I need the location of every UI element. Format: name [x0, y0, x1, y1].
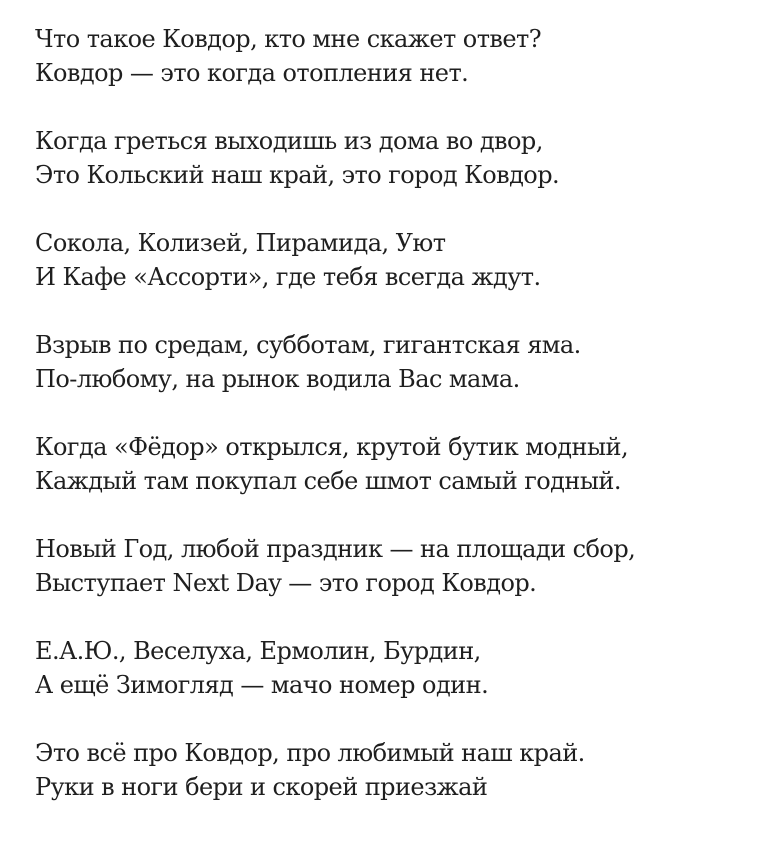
- stanza-5: [35, 430, 754, 498]
- poem-line: Каждый там покупал себе шмот самый годный.: [35, 467, 621, 495]
- poem-line: Выступает Next Day — это город Ковдор.: [35, 569, 537, 597]
- stanza-8: [35, 736, 754, 804]
- poem-line: И Кафе «Ассорти», где тебя всегда ждут.: [35, 263, 541, 291]
- stanza-7: [35, 634, 754, 702]
- poem-text: [35, 22, 754, 804]
- poem-line: Когда греться выходишь из дома во двор,: [35, 127, 543, 155]
- poem-line: Ковдор — это когда отопления нет.: [35, 59, 469, 87]
- stanza-1: [35, 22, 754, 90]
- poem-line: Сокола, Колизей, Пирамида, Уют: [35, 229, 446, 257]
- stanza-2: [35, 124, 754, 192]
- stanza-4: [35, 328, 754, 396]
- poem-line: Это всё про Ковдор, про любимый наш край.: [35, 739, 585, 767]
- stanza-6: [35, 532, 754, 600]
- poem-line: Что такое Ковдор, кто мне скажет ответ?: [35, 25, 542, 53]
- poem-line: По-любому, на рынок водила Вас мама.: [35, 365, 520, 393]
- poem-line: А ещё Зимогляд — мачо номер один.: [35, 671, 489, 699]
- poem-line: Когда «Фёдор» открылся, крутой бутик модный,: [35, 433, 629, 461]
- stanza-3: [35, 226, 754, 294]
- poem-line: Новый Год, любой праздник — на площади сбор,: [35, 535, 636, 563]
- poem-line: Это Кольский наш край, это город Ковдор.: [35, 161, 560, 189]
- poem-line: Руки в ноги бери и скорей приезжай: [35, 773, 488, 801]
- poem-line: Взрыв по средам, субботам, гигантская яма.: [35, 331, 581, 359]
- poem-line: Е.А.Ю., Веселуха, Ермолин, Бурдин,: [35, 637, 481, 665]
